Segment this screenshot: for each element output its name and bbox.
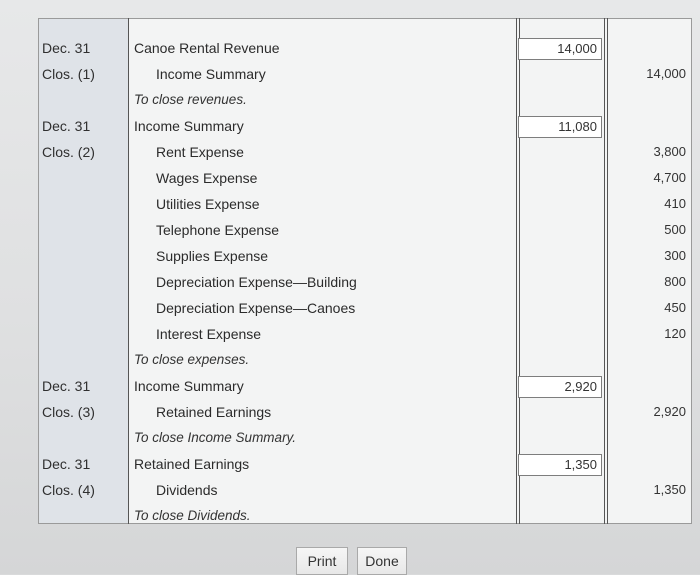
credit-amount-field[interactable]: 410 [664,196,686,211]
table-row [38,62,692,88]
entry-date-cell [38,192,128,218]
account-title-cell: Income Summary [134,118,244,134]
table-row [38,478,692,504]
credit-amount-field[interactable]: 500 [664,222,686,237]
entry-date-cell [38,244,128,270]
done-button[interactable]: Done [357,547,407,575]
entry-explanation: To close Income Summary. [134,430,297,445]
debit-amount-field[interactable]: 1,350 [518,454,602,476]
table-row [38,452,692,478]
entry-explanation: To close Dividends. [134,508,251,523]
debit-amount-field[interactable]: 11,080 [518,116,602,138]
table-row [38,374,692,400]
credit-amount-field[interactable]: 800 [664,274,686,289]
credit-amount-field[interactable]: 300 [664,248,686,263]
table-row [38,270,692,296]
table-row [38,322,692,348]
table-row [38,426,692,452]
account-title-cell: Interest Expense [156,326,262,342]
entry-date-cell [38,166,128,192]
entry-date-cell: Dec. 31 [42,378,91,394]
account-title-cell: Wages Expense [156,170,258,186]
credit-amount-field[interactable]: 450 [664,300,686,315]
account-title-cell: Depreciation Expense—Canoes [156,300,356,316]
journal-rows [38,36,692,530]
entry-date-cell: Clos. (4) [42,482,95,498]
account-title-cell: Utilities Expense [156,196,260,212]
table-row [38,244,692,270]
entry-date-cell [38,322,128,348]
table-row [38,296,692,322]
entry-date-cell [38,504,128,530]
account-title-cell: Supplies Expense [156,248,269,264]
table-row [38,114,692,140]
account-title-cell: Depreciation Expense—Building [156,274,357,290]
entry-date-cell [38,88,128,114]
entry-date-cell: Clos. (3) [42,404,95,420]
entry-date-cell [38,296,128,322]
table-row [38,218,692,244]
entry-date-cell [38,270,128,296]
debit-amount-field[interactable]: 14,000 [518,38,602,60]
credit-amount-field[interactable]: 2,920 [653,404,686,419]
table-row [38,36,692,62]
entry-date-cell: Dec. 31 [42,40,91,56]
credit-amount-field[interactable]: 4,700 [653,170,686,185]
account-title-cell: Retained Earnings [156,404,272,420]
table-row [38,192,692,218]
table-row [38,88,692,114]
account-title-cell: Retained Earnings [134,456,250,472]
entry-date-cell [38,218,128,244]
account-title-cell: Income Summary [156,66,266,82]
entry-explanation: To close expenses. [134,352,250,367]
account-title-cell: Rent Expense [156,144,244,160]
entry-date-cell: Dec. 31 [42,118,91,134]
table-row [38,140,692,166]
account-title-cell: Dividends [156,482,218,498]
account-title-cell: Telephone Expense [156,222,279,238]
debit-amount-field[interactable]: 2,920 [518,376,602,398]
entry-date-cell [38,348,128,374]
credit-amount-field[interactable]: 1,350 [653,482,686,497]
credit-amount-field[interactable]: 3,800 [653,144,686,159]
table-row [38,166,692,192]
entry-date-cell [38,426,128,452]
entry-date-cell: Clos. (1) [42,66,95,82]
account-title-cell: Canoe Rental Revenue [134,40,280,56]
table-top-border [38,18,692,19]
credit-amount-field[interactable]: 14,000 [646,66,686,81]
entry-date-cell: Clos. (2) [42,144,95,160]
table-row [38,400,692,426]
closing-entries-table [38,18,692,524]
account-title-cell: Income Summary [134,378,244,394]
credit-amount-field[interactable]: 120 [664,326,686,341]
entry-explanation: To close revenues. [134,92,247,107]
print-button[interactable]: Print [296,547,348,575]
table-row [38,504,692,530]
entry-date-cell: Dec. 31 [42,456,91,472]
table-row [38,348,692,374]
